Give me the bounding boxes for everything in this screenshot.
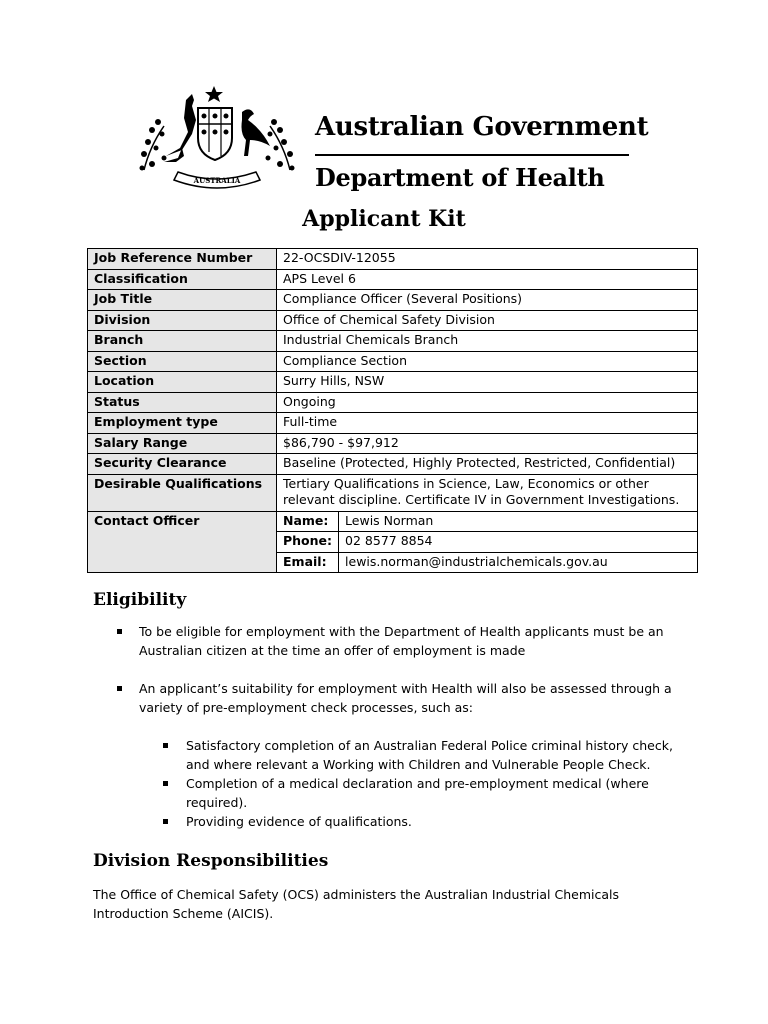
contact-email[interactable]: lewis.norman@industrialchemicals.gov.au [345, 553, 608, 569]
row-value [277, 474, 698, 511]
table-row-contact [88, 511, 698, 573]
list-item-line: Australian citizen at the time an offer of employment is made [139, 643, 526, 658]
sub-list-item [186, 736, 673, 774]
table-row [88, 249, 698, 270]
contact-name-label: Name: [277, 512, 339, 532]
contact-table [277, 512, 697, 573]
table-row [88, 310, 698, 331]
paragraph-line: Introduction Scheme (AICIS). [93, 906, 274, 921]
document-title: Applicant Kit [302, 206, 466, 232]
paragraph-line: The Office of Chemical Safety (OCS) administers the Australian Industrial Chemicals [93, 887, 620, 902]
row-value: $86,790 - $97,912 [277, 433, 698, 454]
row-label: Location [88, 372, 277, 393]
row-label: Section [88, 351, 277, 372]
list-item-line: required). [186, 795, 248, 810]
contact-name: Lewis Norman [339, 512, 697, 532]
list-item-line: Satisfactory completion of an Australian Federal Police criminal history check, [186, 738, 673, 753]
list-item-line: An applicant’s suitability for employment with Health will also be assessed through a [139, 681, 672, 696]
division-heading: Division Responsibilities [93, 851, 329, 871]
row-label: Division [88, 310, 277, 331]
value-line: Tertiary Qualifications in Science, Law, Economics or other [283, 475, 649, 491]
job-details-table [87, 248, 698, 573]
row-value: Baseline (Protected, Highly Protected, Restricted, Confidential) [277, 454, 698, 475]
row-label: Salary Range [88, 433, 277, 454]
value-line: relevant discipline. Certificate IV in Government Investigations. [283, 492, 680, 507]
list-item [139, 622, 664, 660]
table-row [88, 331, 698, 352]
contact-row [277, 552, 697, 572]
row-label: Job Title [88, 290, 277, 311]
contact-row [277, 512, 697, 532]
row-label: Status [88, 392, 277, 413]
table-row [88, 392, 698, 413]
government-name: Australian Government [315, 112, 649, 142]
bullet-icon [117, 686, 122, 691]
contact-email-label: Email: [277, 552, 339, 572]
list-item-line: To be eligible for employment with the Department of Health applicants must be an [139, 624, 664, 639]
sub-list-item [186, 812, 412, 831]
table-row [88, 433, 698, 454]
row-value: Office of Chemical Safety Division [277, 310, 698, 331]
coat-of-arms-icon [134, 82, 300, 198]
row-label: Branch [88, 331, 277, 352]
contact-row [277, 532, 697, 553]
contact-phone: 02 8577 8854 [339, 532, 697, 553]
table-row [88, 269, 698, 290]
row-label: Classification [88, 269, 277, 290]
row-value: Industrial Chemicals Branch [277, 331, 698, 352]
row-label: Employment type [88, 413, 277, 434]
bullet-icon [163, 819, 168, 824]
bullet-icon [117, 629, 122, 634]
row-label: Security Clearance [88, 454, 277, 475]
table-row [88, 454, 698, 475]
list-item-line: Completion of a medical declaration and pre-employment medical (where [186, 776, 649, 791]
contact-details [277, 511, 698, 573]
division-paragraph [93, 885, 653, 923]
row-value: 22-OCSDIV-12055 [277, 249, 698, 270]
list-item-line: variety of pre-employment check processes, such as: [139, 700, 473, 715]
row-value: Compliance Section [277, 351, 698, 372]
department-name: Department of Health [315, 163, 605, 192]
row-value: Surry Hills, NSW [277, 372, 698, 393]
table-row [88, 351, 698, 372]
list-item-line: Providing evidence of qualifications. [186, 814, 412, 829]
table-row [88, 413, 698, 434]
eligibility-heading: Eligibility [93, 590, 187, 610]
table-row [88, 290, 698, 311]
list-item-line: and where relevant a Working with Children and Vulnerable People Check. [186, 757, 651, 772]
row-label: Contact Officer [88, 511, 277, 573]
row-value: Ongoing [277, 392, 698, 413]
bullet-icon [163, 743, 168, 748]
list-item [139, 679, 672, 717]
row-label: Job Reference Number [88, 249, 277, 270]
table-row [88, 372, 698, 393]
letterhead [134, 82, 649, 200]
header-divider [315, 154, 629, 156]
row-label: Desirable Qualifications [88, 474, 277, 511]
crest-motto: AUSTRALIA [193, 176, 241, 185]
row-value: Full-time [277, 413, 698, 434]
row-value: APS Level 6 [277, 269, 698, 290]
row-value: Compliance Officer (Several Positions) [277, 290, 698, 311]
contact-phone-label: Phone: [277, 532, 339, 553]
bullet-icon [163, 781, 168, 786]
table-row [88, 474, 698, 511]
sub-list-item [186, 774, 649, 812]
